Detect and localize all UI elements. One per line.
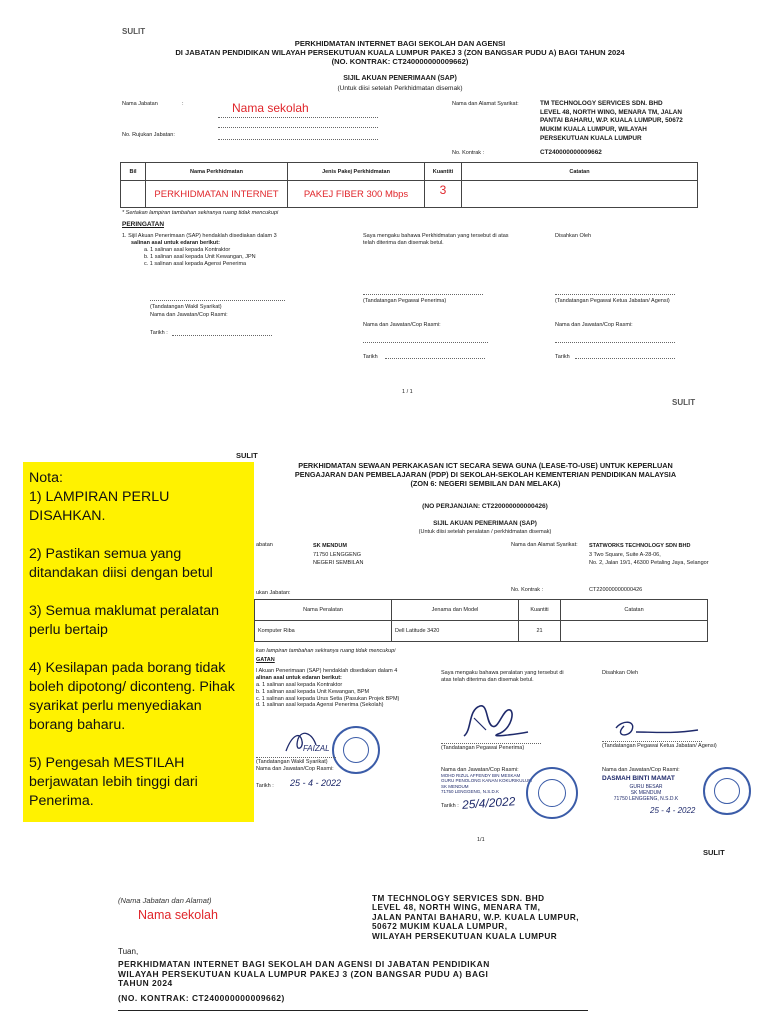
doc1-td-bil (121, 181, 146, 208)
doc2-pegawai-stamp-line: MOHD RIZUL AFFENDY BIN MESKAM (441, 773, 521, 778)
doc1-service-table (120, 162, 698, 208)
doc1-syarikat-line: PANTAI BAHARU, W.P. KUALA LUMPUR, 50672 (540, 117, 683, 125)
doc3-address-line: WILAYAH PERSEKUTUAN KUALA LUMPUR (372, 931, 558, 941)
doc1-nama-ketua: Nama dan Jawatan/Cop Rasmi: (555, 322, 633, 328)
doc2-tarikh-wakil-label: Tarikh : (256, 783, 274, 789)
doc1-form-title: SIJIL AKUAN PENERIMAAN (SAP) (343, 75, 457, 82)
ketua-signature (612, 714, 702, 744)
doc2-sub-item: b. 1 salinan asal kepada Unit Kewangan, BPM (256, 688, 370, 695)
doc1-no-rujukan-label: No. Rujukan Jabatan: (122, 132, 175, 138)
doc1-tarikh-wakil: Tarikh : (150, 330, 168, 336)
doc3-underline (118, 1010, 588, 1011)
doc1-td-nama: PERKHIDMATAN INTERNET (146, 181, 288, 208)
doc2-sulit-top: SULIT (236, 451, 258, 460)
doc2-th-nama: Nama Peralatan (255, 600, 392, 621)
doc2-peringatan-items (256, 668, 436, 709)
nota-title: Nota: (29, 470, 63, 486)
doc2-dots-ketua (602, 741, 702, 742)
doc3-subject (118, 960, 490, 989)
doc1-form-subtitle: (Untuk diisi setelah Perkhidmatan disemak) (337, 85, 463, 92)
doc2-jabatan-label: abatan (256, 542, 273, 548)
doc1-title (100, 39, 700, 66)
doc2-sekolah-line: 71750 LENGGENG (313, 551, 361, 558)
doc1-sub-item: c. 1 salinan asal kepada Agensi Penerima (144, 260, 247, 267)
doc1-dots-2 (218, 127, 378, 128)
doc1-th-catatan: Catatan (462, 163, 698, 181)
doc2-peringatan: GATAN (256, 657, 275, 663)
doc1-dots-ketua (555, 294, 675, 295)
doc2-tarikh-pegawai-value: 25/4/2022 (461, 794, 516, 812)
doc2-ketua-lines (602, 784, 690, 802)
doc2-nama-ketua-label: Nama dan Jawatan/Cop Rasmi: (602, 767, 680, 773)
doc1-nama-wakil: Nama dan Jawatan/Cop Rasmi: (150, 312, 228, 318)
doc1-th-kuantiti: Kuantiti (425, 163, 462, 181)
nota-item-4: 4) Kesilapan pada borang tidak boleh dipotong/ diconteng. Pihak syarikat perlu menyediakan borang baharu. (29, 660, 235, 733)
doc3-subject-line: WILAYAH PERSEKUTUAN KUALA LUMPUR PAKEJ 3 (ZON BANGSAR PUDU A) BAGI (118, 968, 489, 979)
doc3-address-line: TM TECHNOLOGY SERVICES SDN. BHD (372, 894, 545, 903)
table-row (255, 621, 708, 642)
doc2-ketua-line: 71750 LENGGENG, N.S.D.K (613, 796, 679, 802)
doc2-syarikat (589, 542, 709, 568)
doc1-th-bil: Bil (121, 163, 146, 181)
doc1-syarikat-line: TM TECHNOLOGY SERVICES SDN. BHD (540, 100, 663, 107)
nota-item-3: 3) Semua maklumat peralatan perlu bertaip (29, 603, 220, 638)
doc1-mengaku: Saya mengaku bahawa Perkhidmatan yang tersebut di atas telah diterima dan disemak betul. (363, 233, 509, 246)
doc1-sig-ketua: (Tandatangan Pegawai Ketua Jabatan/ Agensi) (555, 298, 670, 304)
doc3-nama-sekolah: Nama sekolah (138, 908, 218, 922)
doc1-sig-pegawai: (Tandatangan Pegawai Penerima) (363, 298, 447, 304)
doc2-sekolah (313, 542, 363, 568)
doc2-nama-wakil: Nama dan Jawatan/Cop Rasmi: (256, 766, 334, 772)
doc2-dots-pegawai (441, 743, 541, 744)
doc2-ketua-line: SK MENDUM (630, 790, 662, 796)
doc2-th-jenama: Jenama dan Model (392, 600, 519, 621)
doc1-dots-nama-ketua (555, 342, 675, 343)
doc1-dots-pegawai (363, 294, 483, 295)
doc2-sig-wakil: (Tandatangan Wakil Syarikat) (256, 759, 328, 765)
doc2-dots-wakil (256, 757, 336, 758)
doc2-sekolah-line: SK MENDUM (313, 543, 347, 549)
doc1-syarikat-label: Nama dan Alamat Syarikat: (452, 101, 519, 107)
doc1-title-line1: PERKHIDMATAN INTERNET BAGI SEKOLAH DAN AGENSI (294, 39, 506, 48)
doc1-item1: 1. Sijil Akuan Penerimaan (SAP) hendaklah disediakan dalam 3 (122, 233, 277, 239)
doc1-dots-1 (218, 117, 378, 118)
doc2-syarikat-line: 3 Two Square, Suite A-28-06, (589, 551, 661, 558)
doc1-sulit-top: SULIT (122, 27, 146, 36)
doc2-sub-item: d. 1 salinan asal kepada Agensi Penerima (Sekolah) (256, 702, 384, 709)
table-row (121, 181, 698, 208)
doc1-th-jenis: Jenis Pakej Perkhidmatan (288, 163, 425, 181)
doc2-form-title: SIJIL AKUAN PENERIMAAN (SAP) (433, 520, 537, 527)
doc2-td-jenama: Dell Latitude 3420 (392, 621, 519, 642)
doc2-form-subtitle: (Untuk diisi setelah peralatan / perkhidmatan disemak) (418, 529, 552, 535)
doc2-pegawai-stamp (441, 773, 532, 795)
doc2-item1: l Akuan Penerimaan (SAP) hendaklah disediakan dalam 4 (256, 668, 398, 674)
doc2-title-line3: (ZON 6: NEGERI SEMBILAN DAN MELAKA) (410, 479, 561, 489)
doc2-td-catatan (561, 621, 708, 642)
doc2-page-no: 1/1 (477, 837, 485, 843)
doc1-sig-wakil: (Tandatangan Wakil Syarikat) (150, 304, 222, 310)
doc1-nama-sekolah: Nama sekolah (232, 101, 309, 115)
doc2-perjanjian: (NO PERJANJIAN: CT220000000000426) (422, 503, 548, 510)
doc1-peringatan: PERINGATAN (122, 221, 165, 228)
doc1-td-jenis: PAKEJ FIBER 300 Mbps (288, 181, 425, 208)
doc1-nama-pegawai: Nama dan Jawatan/Cop Rasmi: (363, 322, 441, 328)
doc1-tarikh-ketua: Tarikh (555, 354, 570, 360)
nota-box (23, 462, 254, 822)
doc1-title-line3: (NO. KONTRAK: CT240000000009662) (331, 57, 469, 67)
pegawai-signature (458, 700, 534, 744)
doc2-th-kuantiti: Kuantiti (519, 600, 561, 621)
doc2-pegawai-stamp-line: GURU PENOLONG KANAN KOKURIKULUM (441, 778, 533, 784)
doc1-dots-tarikh-ketua (575, 358, 675, 359)
doc2-no-kontrak-label: No. Kontrak : (511, 587, 544, 593)
doc2-ketua-line: GURU BESAR (629, 784, 663, 790)
doc1-dots-nama-pegawai (363, 342, 488, 343)
doc1-dots-tarikh-pegawai (385, 358, 485, 359)
sekolah-stamp-ketua (703, 767, 751, 815)
doc1-dots-tarikh-wakil (172, 335, 272, 336)
doc1-no-kontrak-label: No. Kontrak : (452, 150, 485, 156)
doc2-footnote: kan lampiran tambahan sekiranya ruang tidak mencukupi (256, 648, 396, 654)
doc2-td-kuantiti: 21 (519, 621, 561, 642)
doc2-th-catatan: Catatan (561, 600, 708, 621)
doc1-sulit-bottom: SULIT (672, 398, 696, 407)
doc1-page-no: 1 / 1 (402, 389, 413, 395)
doc1-item1b: salinan asal untuk edaran berikut: (131, 239, 220, 246)
doc2-pegawai-stamp-line: 71750 LENGGENG, N.S.D.K (441, 789, 500, 795)
doc3-address (372, 894, 579, 941)
doc1-no-kontrak-value: CT240000000009662 (540, 149, 602, 156)
doc2-syarikat-label: Nama dan Alamat Syarikat: (511, 542, 578, 548)
doc1-syarikat-line: PERSEKUTUAN KUALA LUMPUR (540, 134, 642, 142)
doc2-wakil-name-hand: FAIZAL (303, 744, 330, 753)
doc3-kontrak: (NO. KONTRAK: CT240000000009662) (118, 993, 285, 1003)
doc1-td-kuantiti: 3 (425, 181, 462, 208)
doc2-pegawai-stamp-line: SK MENDUM (441, 783, 469, 789)
doc2-syarikat-line: STATWORKS TECHNOLOGY SDN BHD (589, 543, 691, 549)
doc2-table-header (255, 600, 708, 621)
doc1-sub-item: b. 1 salinan asal kepada Unit Kewangan, JPN (144, 253, 256, 260)
doc1-sub-item: a. 1 salinan asal kepada Kontraktor (144, 246, 231, 253)
sekolah-stamp-pegawai (526, 767, 578, 819)
doc2-rujukan-label: ukan Jabatan: (256, 590, 291, 596)
nota-item-5: 5) Pengesah MESTILAH berjawatan lebih tinggi dari Penerima. (29, 755, 198, 809)
doc2-ketua-date: 25 - 4 - 2022 (650, 806, 696, 815)
doc3-subject-line: PERKHIDMATAN INTERNET BAGI SEKOLAH DAN AGENSI DI JABATAN PENDIDIKAN (118, 959, 490, 969)
doc3-address-line: 50672 MUKIM KUALA LUMPUR, (372, 922, 508, 932)
doc1-syarikat-line: MUKIM KUALA LUMPUR, WILAYAH (540, 125, 647, 133)
doc1-th-nama: Nama Perkhidmatan (146, 163, 288, 181)
doc2-no-kontrak-value: CT220000000000426 (589, 587, 643, 593)
nota-item-1: 1) LAMPIRAN PERLU DISAHKAN. (29, 489, 170, 524)
doc2-sub-item: a. 1 salinan asal kepada Kontraktor (256, 681, 343, 688)
doc1-tarikh-pegawai: Tarikh (363, 354, 378, 360)
doc2-sulit-bottom: SULIT (703, 848, 725, 857)
doc2-sig-pegawai: (Tandatangan Pegawai Penerima) (441, 745, 525, 751)
doc1-table-header (121, 163, 698, 181)
doc2-nama-pegawai-label: Nama dan Jawatan/Cop Rasmi: (441, 767, 519, 773)
doc2-mengaku: Saya mengaku bahawa peralatan yang tersebut di atas telah diterima dan disemak betul. (441, 670, 564, 683)
doc2-title-line1: PERKHIDMATAN SEWAAN PERKAKASAN ICT SECARA SEWA GUNA (LEASE-TO-USE) UNTUK KEPERLUAN (298, 461, 673, 470)
doc2-sig-ketua: (Tandatangan Pegawai Ketua Jabatan/ Agensi) (602, 743, 717, 749)
doc2-title-line2: PENGAJARAN DAN PEMBELAJARAN (PDP) DI SEKOLAH-SEKOLAH KEMENTERIAN PENDIDIKAN MALAYSIA (294, 470, 677, 480)
doc3-subject-line: TAHUN 2024 (118, 978, 173, 989)
doc1-td-catatan (462, 181, 698, 208)
doc1-footnote: * Sertakan lampiran tambahan sekiranya ruang tidak mencukupi (122, 210, 279, 216)
doc3-nama-jabatan-label: (Nama Jabatan dan Alamat) (118, 896, 212, 905)
doc1-syarikat-address (540, 100, 683, 143)
doc1-nama-jabatan-label: Nama Jabatan (122, 101, 158, 107)
statworks-stamp (332, 726, 380, 774)
doc2-disahkan: Disahkan Oleh (602, 670, 639, 676)
doc2-sekolah-line: NEGERI SEMBILAN (313, 560, 364, 567)
doc2-item1b: alinan asal untuk edaran berikut: (256, 674, 342, 681)
doc1-syarikat-line: LEVEL 48, NORTH WING, MENARA TM, JALAN (540, 108, 683, 116)
doc1-disahkan: Disahkan Oleh (555, 233, 592, 239)
doc3-address-line: JALAN PANTAI BAHARU, W.P. KUALA LUMPUR, (372, 912, 580, 922)
doc2-tarikh-pegawai-label: Tarikh : (441, 803, 459, 809)
doc2-sub-item: c. 1 salinan asal kepada Urus Setia (Pasukan Projek BPM) (256, 695, 400, 702)
doc3-address-line: LEVEL 48, NORTH WING, MENARA TM, (372, 903, 541, 913)
doc1-peringatan-item (122, 233, 332, 267)
doc2-td-nama: Komputer Riba (255, 621, 392, 642)
doc3-tuan: Tuan, (118, 947, 139, 956)
doc2-equipment-table (254, 599, 708, 642)
doc2-syarikat-line: No. 2, Jalan 19/1, 46300 Petaling Jaya, Selangor (589, 560, 709, 567)
doc2-ketua-name: DASMAH BINTI MAMAT (602, 775, 675, 782)
doc1-colon: : (182, 101, 184, 107)
doc2-tarikh-wakil-value: 25 - 4 - 2022 (290, 778, 342, 788)
doc1-dots-3 (218, 139, 378, 140)
doc1-dots-wakil (150, 300, 285, 301)
doc2-title (258, 461, 713, 488)
nota-item-2: 2) Pastikan semua yang ditandakan diisi dengan betul (29, 546, 213, 581)
doc1-title-line2: DI JABATAN PENDIDIKAN WILAYAH PERSEKUTUAN KUALA LUMPUR PAKEJ 3 (ZON BANGSAR PUDU A) BAGI TAHUN 2024 (175, 48, 625, 58)
